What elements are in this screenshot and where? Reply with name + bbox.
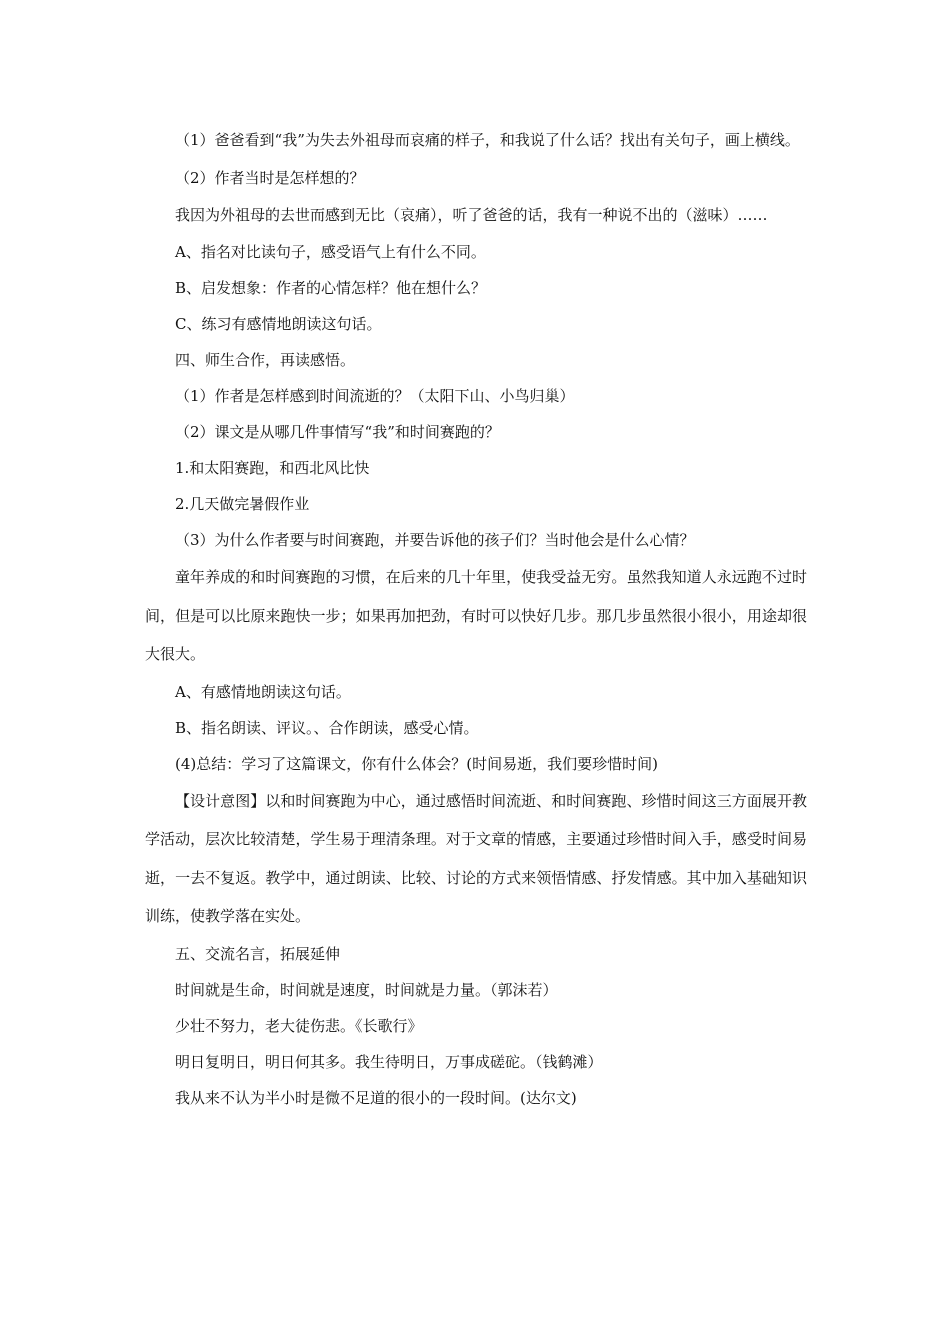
design-intent-paragraph: 【设计意图】以和时间赛跑为中心，通过感悟时间流逝、和时间赛跑、珍惜时间这三方面展开教学活动，层次比较清楚，学生易于理清条理。对于文章的情感，主要通过珍惜时间入手，感受时间易逝，一去不复返。教学中，通过朗读、比较、讨论的方式来领悟情感、抒发情感。其中加入基础知识训练，使教学落在实处。 — [145, 791, 807, 925]
quote-qian-hetan: 明日复明日，明日何其多。我生待明日，万事成磋砣。（钱鹤滩） — [175, 1052, 603, 1071]
section-4-question-1: （1）作者是怎样感到时间流逝的？（太阳下山、小鸟归巢） — [175, 387, 575, 405]
reading-b-paragraph: B、指名朗读、评议。、合作朗读，感受心情。 — [175, 718, 479, 737]
reading-a-paragraph: A、有感情地朗读这句话。 — [175, 682, 351, 701]
quote-guo-moruo: 时间就是生命，时间就是速度，时间就是力量。（郭沫若） — [175, 980, 558, 999]
section-5-heading: 五、交流名言，拓展延伸 — [175, 944, 341, 963]
activity-c-paragraph: C、练习有感情地朗读这句话。 — [175, 315, 382, 333]
document-page — [145, 121, 807, 1116]
section-4-question-3: （3）为什么作者要与时间赛跑，并要告诉他的孩子们？当时他会是什么心情？ — [175, 531, 695, 549]
quote-darwin: 我从来不认为半小时是微不足道的很小的一段时间。(达尔文) — [175, 1088, 577, 1107]
section-4-question-2: （2）课文是从哪几件事情写“我”和时间赛跑的？ — [175, 423, 500, 441]
section-4-heading: 四、师生合作，再读感悟。 — [175, 351, 356, 369]
question-2-paragraph: （2）作者当时是怎样想的？ — [175, 168, 365, 187]
quote-paragraph: 童年养成的和时间赛跑的习惯，在后来的几十年里，使我受益无穷。虽然我知道人永远跑不过时间，但是可以比原来跑快一步；如果再加把劲，有时可以快好几步。那几步虽然很小很小，用途却很大很大。 — [145, 568, 807, 663]
summary-paragraph: (4)总结：学习了这篇课文，你有什么体会？(时间易逝，我们要珍惜时间) — [175, 754, 658, 773]
feeling-sentence-paragraph: 我因为外祖母的去世而感到无比（哀痛），听了爸爸的话，我有一种说不出的（滋味）…… — [175, 205, 768, 224]
activity-b-paragraph: B、启发想象：作者的心情怎样？他在想什么？ — [175, 279, 487, 297]
question-1-paragraph: （1）爸爸看到“我”为失去外祖母而哀痛的样子，和我说了什么话？找出有关句子，画上横线。 — [175, 131, 800, 149]
quote-changgexing: 少壮不努力，老大徒伤悲。《长歌行》 — [175, 1016, 423, 1035]
activity-a-paragraph: A、指名对比读句子，感受语气上有什么不同。 — [175, 243, 486, 261]
list-item-1: 1.和太阳赛跑，和西北风比快 — [175, 459, 370, 477]
list-item-2: 2.几天做完暑假作业 — [175, 495, 310, 513]
